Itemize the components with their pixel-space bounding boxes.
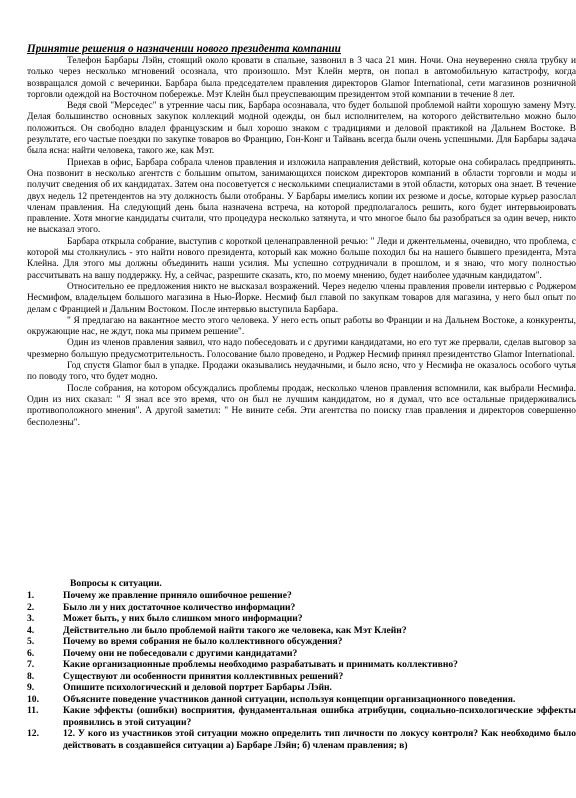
question-text: Какие эффекты (ошибки) восприятия, фундаментальная ошибка атрибуции, социально-психологические эффекты проявились в этой ситуации? xyxy=(63,705,576,728)
question-text: Действительно ли было проблемой найти такого же человека, как Мэт Клейн? xyxy=(63,624,407,636)
question-number: 10. xyxy=(27,693,39,705)
question-number: 4. xyxy=(27,624,35,636)
question-text: Существуют ли особенности принятия коллективных решений? xyxy=(63,670,344,682)
question-item xyxy=(27,659,576,671)
question-number: 9. xyxy=(27,682,35,693)
paragraph-8: Год спустя Glamor был в упадке. Продажи оказывались неудачными, и было ясно, что у Несмифа не оказалось особого чутья по поводу того, что будет модно. xyxy=(27,361,576,383)
paragraph-7: Один из членов правления заявил, что надо побеседовать и с другими кандидатами, но его тут же прервали, сделав выговор за чрезмерно большую предусмотрительность. Голосование было проведено, и Роджер Несмиф принял президентство Glamor International. xyxy=(27,338,576,360)
paragraph-4: Барбара открыла собрание, выступив с короткой целенаправленной речью: " Леди и джентельмены, очевидно, что проблема, с которой мы столкнулись - это найти нового президента, который как можно больше походил бы на нашего бывшего президента, Мэта Клейна. Для этого мы должны объединить наши усилия. Мы успешно сотрудничали в прошлом, и я знаю, что могу полностью рассчитывать на вашу поддержку. Ну, а сейчас, разрешите сказать, кто, по моему мнению, будет наиболее удачным кандидатом". xyxy=(27,236,576,281)
question-item xyxy=(27,613,576,625)
question-item xyxy=(27,705,576,728)
question-text: Почему же правление приняло ошибочное решение? xyxy=(63,590,292,601)
question-number: 8. xyxy=(27,670,35,682)
question-item xyxy=(27,694,576,706)
question-item xyxy=(27,590,576,602)
question-item xyxy=(27,636,576,648)
questions-heading: Вопросы к ситуации. xyxy=(70,578,162,589)
paragraph-2: Ведя свой "Мерседес" в утренние часы пик, Барбара осознавала, что будет большой проблемой найти хорошую замену Мэту. Делая большинство основных закупок коллекций модной одежды, он был исполнителем, на которого действительно можно было положиться. Он свободно владел французским и был хорошо знаком с традициями и деловой практикой на Дальнем Востоке. В результате, его частые поездки по закупке товаров во Францию, Гон-Конг и Тайвань всегда были очень успешными. Для Барбары задача была ясна: найти человека, такого же, как Мэт. xyxy=(27,101,576,157)
question-text: Может быть, у них было слишком много информации? xyxy=(63,613,303,624)
paragraph-1: Телефон Барбары Лэйн, стоящий около кровати в спальне, зазвонил в 3 часа 21 мин. Ночи. Она неуверенно сняла трубку и только через несколько мгновений осознала, что произошло. Мэт Клейн мертв, он попал в автомобильную катастрофу, когда возвращался домой с вечеринки. Барбара была председателем правления директоров Glamor International, сети магазинов розничной торговли одеждой на Восточном побережье. Мэт Клейн был преуспевающим президентом этой компании в течение 8 лет. xyxy=(27,56,576,100)
question-item xyxy=(27,602,576,614)
question-number: 2. xyxy=(27,601,35,613)
question-text: Почему они не побеседовали с другими кандидатами? xyxy=(63,647,298,659)
question-item xyxy=(27,648,576,660)
paragraph-3: Приехав в офис, Барбара собрала членов правления и изложила направления действий, которые она собиралась предпринять. Она позвонит в несколько агентств с большим опытом, занимающихся поиском директоров компаний в области торговли и моды и получит сведения об их кандидатах. Затем она посоветуется с несколькими специалистами в этой области, которых она знает. В течение двух недель 12 претендентов на эту должность были отобраны. У Барбары имелись копии их резюме и досье, которые курьер разослал членам правления. На следующий день была назначена встреча, на которой предполагалось решить, кого будет интервьюировать правление. Хотя многие кандидаты считали, что процедура несколько затянута, и что многое было бы разобраться за один вечер, никто не высказал этого. xyxy=(27,157,576,236)
question-text: Объясните поведение участников данной ситуации, используя концепции организационного поведения. xyxy=(63,693,516,705)
question-number: 5. xyxy=(27,636,35,647)
question-number: 12. xyxy=(27,728,39,739)
paragraph-6: " Я предлагаю на вакантное место этого человека. У него есть опыт работы во Франции и на Дальнем Востоке, а конкуренты, окружающие нас, не ждут, пока мы примем решение". xyxy=(27,315,576,338)
question-number: 6. xyxy=(27,647,35,659)
question-item xyxy=(27,728,576,751)
question-number: 1. xyxy=(27,590,35,601)
question-item xyxy=(27,625,576,637)
question-item xyxy=(27,682,576,694)
question-text: Опишите психологический и деловой портрет Барбары Лэйн. xyxy=(63,682,332,693)
question-number: 11. xyxy=(27,705,39,716)
questions-list xyxy=(27,590,576,751)
question-text: Какие организационные проблемы необходимо разрабатывать и принимать коллективно? xyxy=(63,659,458,670)
question-text: Почему во время собрания не было коллективного обсуждения? xyxy=(63,636,343,647)
question-item xyxy=(27,671,576,683)
document-title: Принятие решения о назначении нового президента компании xyxy=(27,43,341,55)
question-text: Было ли у них достаточное количество информации? xyxy=(63,601,296,613)
paragraph-9: После собрания, на котором обсуждались проблемы продаж, несколько членов правления вспомнили, как выбрали Несмифа. Один из них сказал: " Я знал все это время, что он был не лучшим кандидатом, но я думал, что все остальные придерживались противоположного мнения". А другой заметил: " Не вините себя. Эти агентства по поиску глав правления и директоров совершенно бесполезны". xyxy=(27,383,576,428)
question-number: 3. xyxy=(27,613,35,624)
case-text xyxy=(27,56,576,429)
question-text: 12. У кого из участников этой ситуации можно определить тип личности по локусу контроля? Как необходимо было действовать в создавшейся ситуации а) Барбаре Лэйн; б) членам правления; в) xyxy=(63,728,576,751)
paragraph-5: Относительно ее предложения никто не высказал возражений. Через неделю члены правления провели интервью с Роджером Несмифом, владельцем большого магазина в Нью-Йорке. Несмиф был главой по закупкам товаров для магазина, у него был опыт по делам с Францией и Дальним Востоком. После интервью выступила Барбара. xyxy=(27,281,576,315)
question-number: 7. xyxy=(27,659,35,670)
